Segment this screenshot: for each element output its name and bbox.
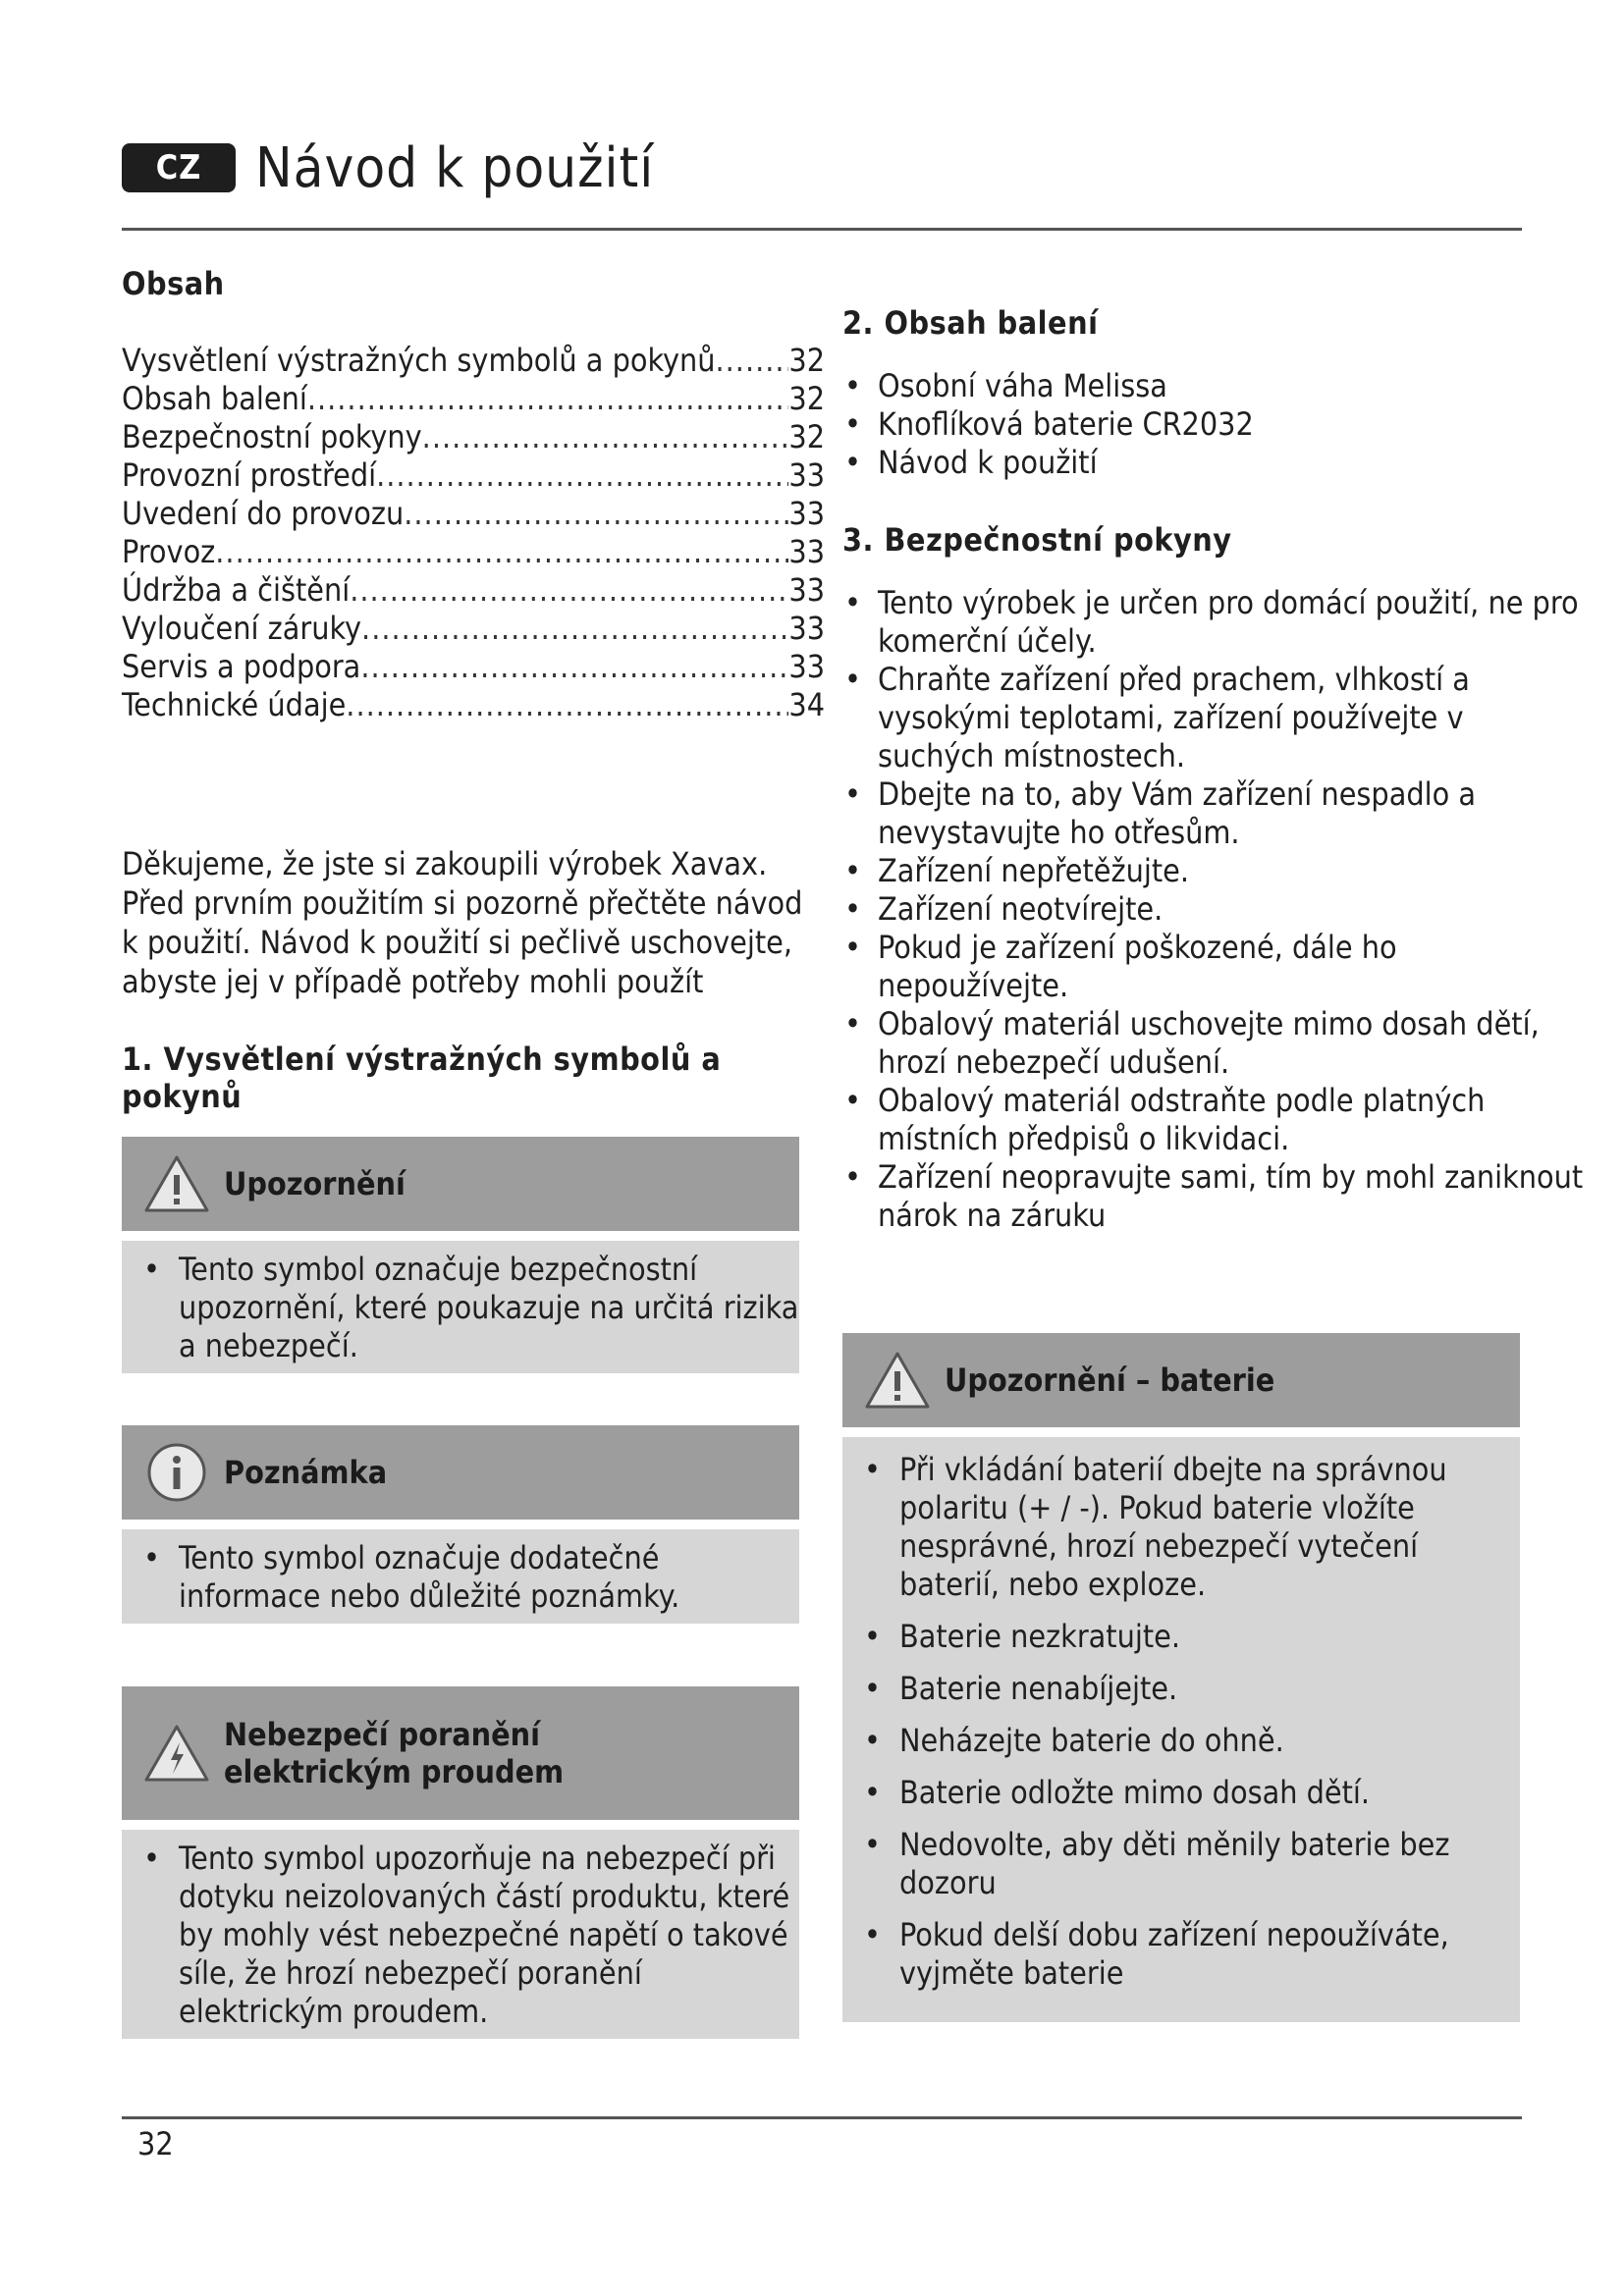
warning-box-body — [122, 1241, 799, 1373]
list-item: • Baterie odložte mimo dosah dětí. — [842, 1774, 1520, 1812]
list-item: • Knoflíková baterie CR2032 — [842, 405, 1589, 444]
note-box — [122, 1425, 799, 1624]
note-box-header — [122, 1425, 799, 1520]
package-contents-list — [842, 367, 1589, 482]
note-box-text: • Tento symbol označuje dodatečné informace nebo důležité poznámky. — [122, 1539, 799, 1616]
toc-item: Obsah balení ..... 32 — [122, 380, 825, 418]
list-item: • Obalový materiál odstraňte podle platných místních předpisů o likvidaci. — [842, 1082, 1589, 1158]
warning-box — [122, 1137, 799, 1373]
list-item: • Osobní váha Melissa — [842, 367, 1589, 405]
electric-hazard-box-text: • Tento symbol upozorňuje na nebezpečí při dotyku neizolovaných částí produktu, které by mohly vést nebezpečné napětí o takové síle, že hrozí nebezpečí poranění elektrickým proudem. — [122, 1840, 799, 2031]
list-item: • Zařízení neotvírejte. — [842, 890, 1589, 929]
electric-hazard-box-header — [122, 1686, 799, 1820]
list-item: • Návod k použití — [842, 444, 1589, 482]
right-column — [842, 265, 1589, 1992]
toc-item: Provozní prostředí ..... 33 — [122, 456, 825, 495]
page-header — [122, 133, 654, 202]
battery-warning-box — [842, 1333, 1520, 2022]
language-badge: CZ — [122, 143, 236, 192]
battery-warning-box-title: Upozornění – baterie — [945, 1362, 1275, 1399]
list-item: • Pokud je zařízení poškozené, dále ho nepoužívejte. — [842, 929, 1589, 1005]
warning-box-header — [122, 1137, 799, 1231]
list-item: • Dbejte na to, aby Vám zařízení nespadlo a nevystavujte ho otřesům. — [842, 775, 1589, 852]
footer-divider — [122, 2116, 1522, 2119]
list-item: • Baterie nenabíjejte. — [842, 1670, 1520, 1708]
page-title: Návod k použití — [255, 135, 655, 200]
toc-heading: Obsah — [122, 265, 225, 302]
warning-triangle-icon — [862, 1345, 933, 1415]
page-number: 32 — [137, 2125, 174, 2163]
list-item: • Obalový materiál uschovejte mimo dosah dětí, hrozí nebezpečí udušení. — [842, 1005, 1589, 1082]
left-column — [122, 265, 825, 2030]
toc-item: Vysvětlení výstražných symbolů a pokynů ..... 32 — [122, 342, 825, 380]
battery-warning-box-header — [842, 1333, 1520, 1427]
list-item: • Pokud delší dobu zařízení nepoužíváte, vyjměte baterie — [842, 1916, 1520, 1993]
battery-warning-box-body — [842, 1437, 1520, 2022]
toc-item: Údržba a čištění ..... 33 — [122, 571, 825, 610]
warning-box-title: Upozornění — [224, 1165, 406, 1202]
toc-item: Uvedení do provozu ..... 33 — [122, 495, 825, 533]
list-item: • Zařízení nepřetěžujte. — [842, 852, 1589, 890]
header-divider — [122, 228, 1522, 231]
info-icon — [141, 1437, 212, 1508]
toc-item: Bezpečnostní pokyny ..... 32 — [122, 418, 825, 456]
table-of-contents — [122, 342, 825, 724]
list-item: • Neházejte baterie do ohně. — [842, 1722, 1520, 1760]
section-2-heading: 2. Obsah balení — [842, 304, 1099, 342]
list-item: • Zařízení neopravujte sami, tím by mohl zaniknout nárok na záruku — [842, 1158, 1589, 1235]
toc-item: Provoz ..... 33 — [122, 533, 825, 571]
safety-instructions-list — [842, 584, 1589, 1235]
toc-item: Vyloučení záruky ..... 33 — [122, 610, 825, 648]
section-3-heading: 3. Bezpečnostní pokyny — [842, 521, 1232, 559]
electric-hazard-box-body — [122, 1830, 799, 2039]
warning-triangle-icon — [141, 1148, 212, 1219]
section-1-heading: 1. Vysvětlení výstražných symbolů a pokynů — [122, 1041, 722, 1115]
list-item: • Baterie nezkratujte. — [842, 1618, 1520, 1656]
toc-item: Servis a podpora ..... 33 — [122, 648, 825, 686]
list-item: • Při vkládání baterií dbejte na správnou polaritu (+ / -). Pokud baterie vložíte nesprávné, hrozí nebezpečí vytečení baterií, nebo exploze. — [842, 1451, 1520, 1604]
note-box-body — [122, 1529, 799, 1624]
list-item: • Nedovolte, aby děti měnily baterie bez dozoru — [842, 1826, 1520, 1902]
note-box-title: Poznámka — [224, 1454, 388, 1491]
intro-paragraph: Děkujeme, že jste si zakoupili výrobek Xavax. Před prvním použitím si pozorně přečtěte návod k použití. Návod k použití si pečlivě uschovejte, abyste jej v případě potřeby mohli použít — [122, 845, 803, 1000]
electric-hazard-box-title: Nebezpečí poranění elektrickým proudem — [224, 1716, 565, 1790]
list-item: • Chraňte zařízení před prachem, vlhkostí a vysokými teplotami, zařízení používejte v suchých místnostech. — [842, 661, 1589, 775]
electric-hazard-icon — [141, 1718, 212, 1789]
electric-hazard-box — [122, 1686, 799, 2039]
list-item: • Tento výrobek je určen pro domácí použití, ne pro komerční účely. — [842, 584, 1589, 661]
warning-box-text: • Tento symbol označuje bezpečnostní upozornění, které poukazuje na určitá rizika a nebezpečí. — [122, 1251, 799, 1365]
toc-item: Technické údaje ..... 34 — [122, 686, 825, 724]
